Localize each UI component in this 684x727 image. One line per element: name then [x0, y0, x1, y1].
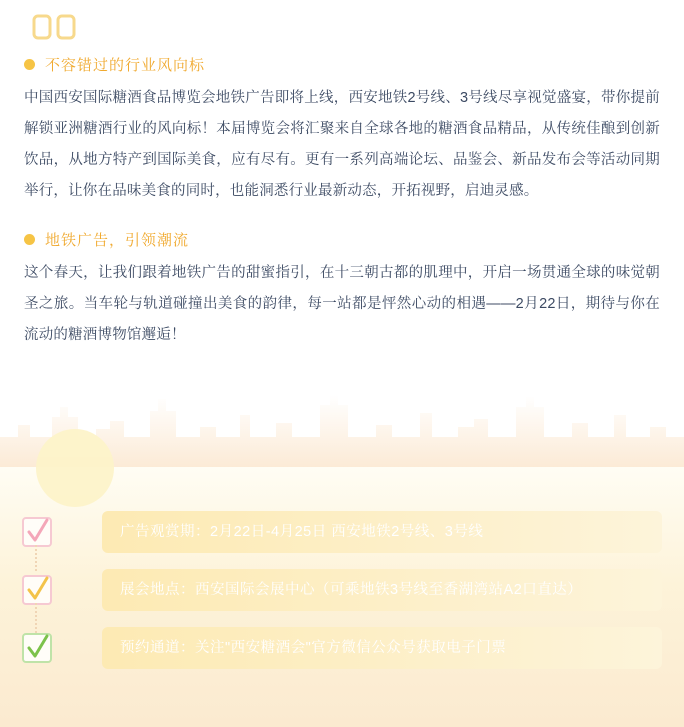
check-mark-green-icon [22, 633, 52, 663]
sun-circle-decoration [36, 429, 114, 507]
list-item [22, 569, 662, 611]
highlights-panel [0, 467, 684, 727]
bullet-dot-icon [24, 234, 35, 245]
check-mark-yellow-icon [22, 575, 52, 605]
section-paragraph-1: 中国西安国际糖酒食品博览会地铁广告即将上线，西安地铁2号线、3号线尽享视觉盛宴，带你提前解锁亚洲糖酒行业的风向标！本届博览会将汇聚来自全球各地的糖酒食品精品，从传统佳酿到创新饮品，从地方特产到国际美食，应有尽有。更有一系列高端论坛、品鉴会、新品发布会等活动同期举行，让你在品味美食的同时，也能洞悉行业最新动态，开拓视野，启迪灵感。 [24, 90, 660, 199]
highlights-list [22, 511, 662, 669]
list-item [22, 511, 662, 553]
section-heading-2 [24, 229, 670, 250]
section-paragraph-2: 这个春天，让我们跟着地铁广告的甜蜜指引，在十三朝古都的肌理中，开启一场贯通全球的味觉朝圣之旅。当车轮与轨道碰撞出美食的韵律，每一站都是怦然心动的相遇——2月22日，期待与你在流动的糖酒博物馆邂逅！ [24, 265, 660, 343]
article-body [0, 0, 684, 351]
list-connector [35, 545, 39, 571]
highlight-text-3: 预约通道：关注"西安糖酒会"官方微信公众号获取电子门票 [102, 627, 662, 669]
section-heading-2-label: 地铁广告，引领潮流 [45, 232, 190, 249]
highlight-text-1: 广告观赏期：2月22日-4月25日 西安地铁2号线、3号线 [102, 511, 662, 553]
list-item [22, 627, 662, 669]
check-mark-pink-icon [22, 517, 52, 547]
highlight-text-2: 展会地点：西安国际会展中心（可乘地铁3号线至香湖湾站A2口直达） [102, 569, 662, 611]
quote-open-icon [14, 0, 670, 40]
section-heading-1 [24, 54, 670, 75]
section-heading-1-label: 不容错过的行业风向标 [45, 57, 206, 74]
bullet-dot-icon [24, 59, 35, 70]
